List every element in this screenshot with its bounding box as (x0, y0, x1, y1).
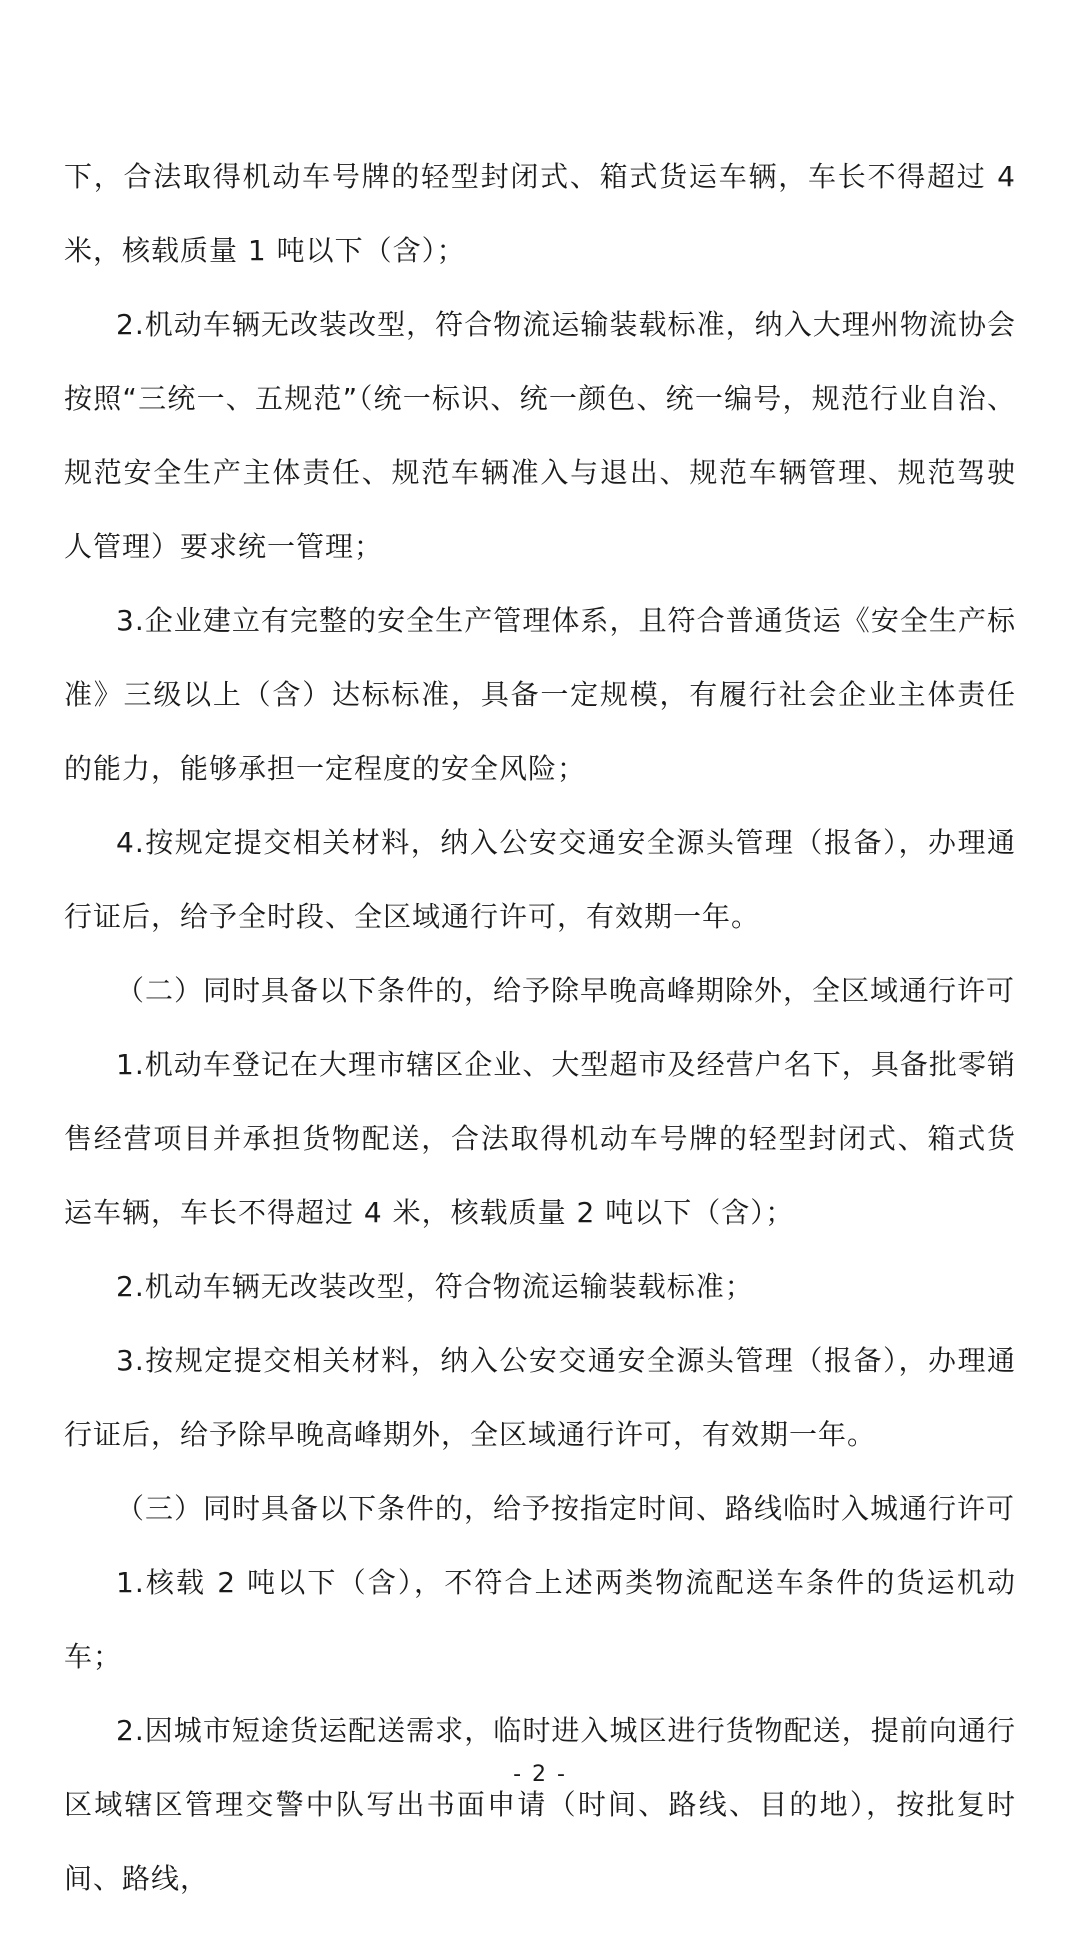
paragraph-item-1-load: 1.核载 2 吨以下（含），不符合上述两类物流配送车条件的货运机动车； (64, 1566, 1016, 1673)
paragraph-item-3-permit: 3.按规定提交相关材料，纳入公安交通安全源头管理（报备），办理通行证后，给予除早晚高峰期外，全区域通行许可，有效期一年。 (64, 1344, 1016, 1451)
paragraph-continuation: 下，合法取得机动车号牌的轻型封闭式、箱式货运车辆，车长不得超过 4 米，核载质量 1 吨以下（含）； (64, 160, 1016, 267)
section-heading-2: （二）同时具备以下条件的，给予除早晚高峰期除外，全区域通行许可 (116, 974, 1016, 1007)
paragraph-item-2-no-modification: 2.机动车辆无改装改型，符合物流运输装载标准； (116, 1270, 754, 1303)
paragraph-item-2-vehicle-standard: 2.机动车辆无改装改型，符合物流运输装载标准，纳入大理州物流协会按照“三统一、五规范”（统一标识、统一颜色、统一编号，规范行业自治、规范安全生产主体责任、规范车辆准入与退出、规范车辆管理、规范驾驶人管理）要求统一管理； (64, 308, 1016, 563)
document-body (64, 140, 1016, 1916)
page-number: - 2 - (513, 1762, 567, 1787)
paragraph-item-1-registration: 1.机动车登记在大理市辖区企业、大型超市及经营户名下，具备批零销售经营项目并承担货物配送，合法取得机动车号牌的轻型封闭式、箱式货运车辆，车长不得超过 4 米，核载质量 2 吨以下（含）； (64, 1048, 1016, 1229)
paragraph-item-2-temporary-entry: 2.因城市短途货运配送需求，临时进入城区进行货物配送，提前向通行区域辖区管理交警中队写出书面申请（时间、路线、目的地），按批复时间、路线， (64, 1714, 1016, 1895)
paragraph-item-3-safety-system: 3.企业建立有完整的安全生产管理体系，且符合普通货运《安全生产标准》三级以上（含）达标标准，具备一定规模，有履行社会企业主体责任的能力，能够承担一定程度的安全风险； (64, 604, 1016, 785)
section-heading-3: （三）同时具备以下条件的，给予按指定时间、路线临时入城通行许可 (116, 1492, 1016, 1525)
paragraph-item-4-materials: 4.按规定提交相关材料，纳入公安交通安全源头管理（报备），办理通行证后，给予全时段、全区域通行许可，有效期一年。 (64, 826, 1016, 933)
